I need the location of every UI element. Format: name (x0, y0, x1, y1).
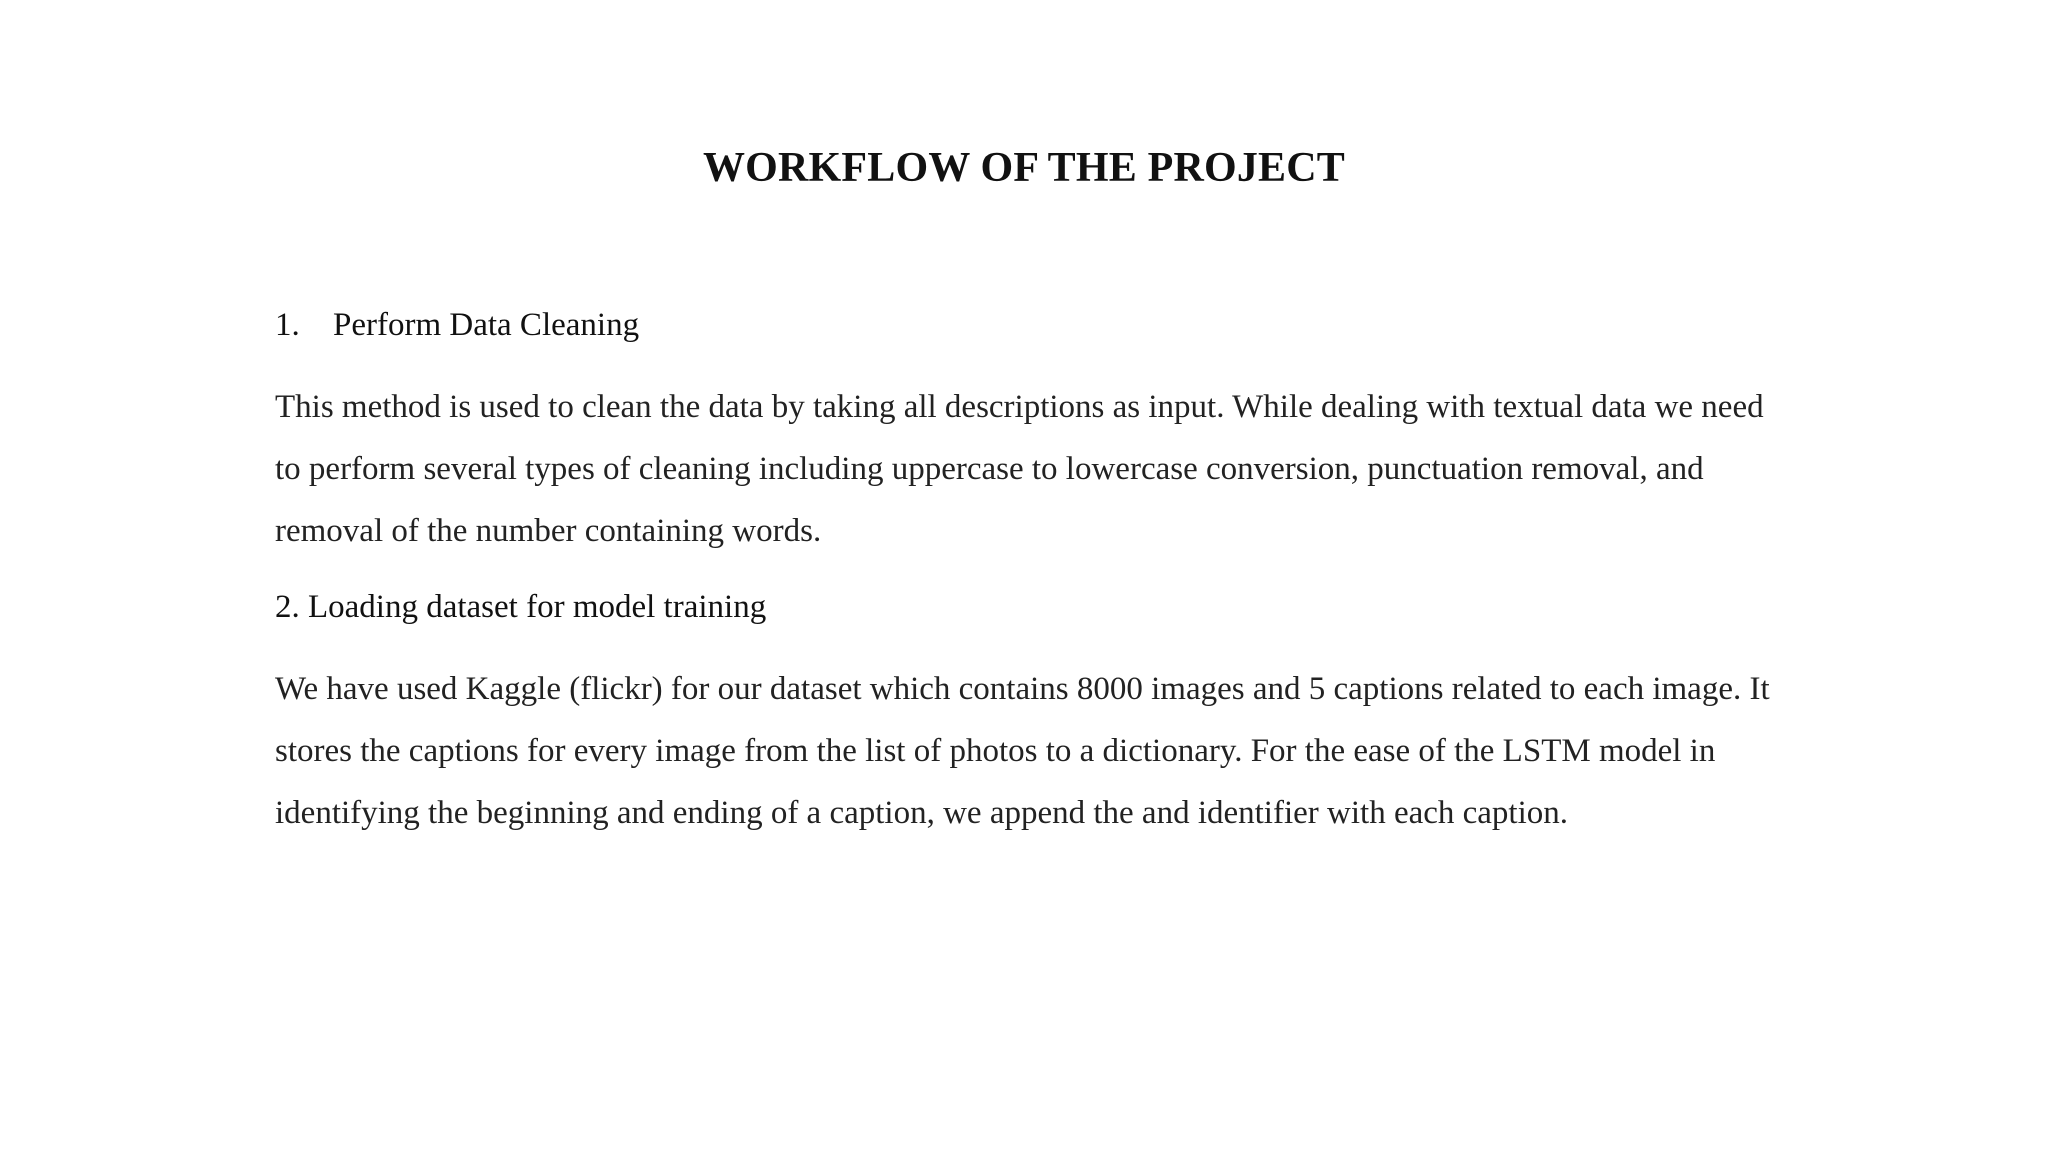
section-paragraph-data-cleaning: This method is used to clean the data by taking all descriptions as input. While dealing with textual data we need to perform several types of cleaning including uppercase to lowercase conversion, punctuation removal, and removal of the number containing words. (275, 389, 1764, 549)
section-paragraph-loading-dataset: We have used Kaggle (flickr) for our dataset which contains 8000 images and 5 captions related to each image. It stores the captions for every image from the list of photos to a dictionary. For the ease of the LSTM model in identifying the beginning and ending of a caption, we append the and identifier with each caption. (275, 671, 1770, 831)
document-body (275, 300, 1795, 844)
section-heading-loading-dataset: 2. Loading dataset for model training (275, 589, 767, 625)
page-title: WORKFLOW OF THE PROJECT (702, 145, 1346, 191)
section-heading-label: Perform Data Cleaning (333, 307, 640, 343)
section-heading-data-cleaning (275, 300, 1795, 350)
section-number: 1. (275, 307, 300, 343)
